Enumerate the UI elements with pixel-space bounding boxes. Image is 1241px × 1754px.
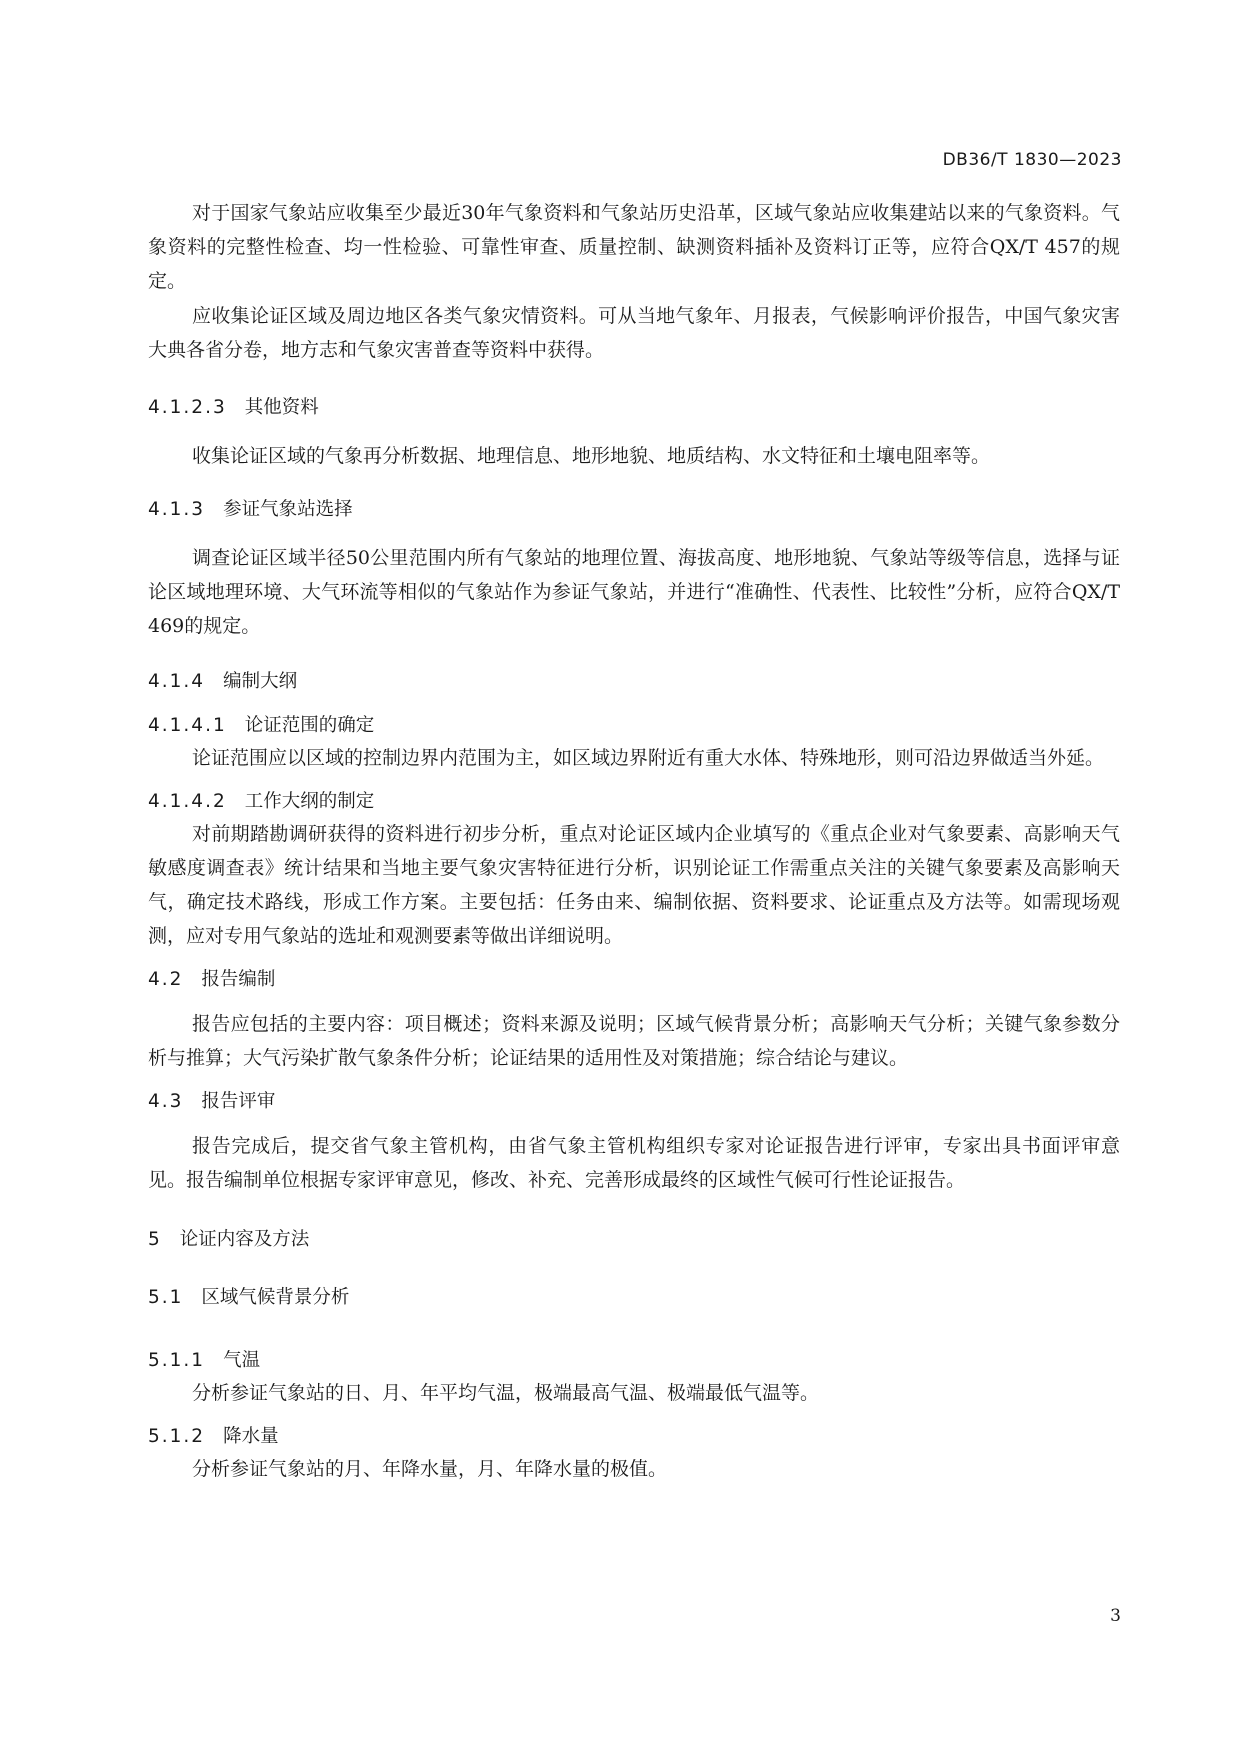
section-title: 参证气象站选择 xyxy=(223,499,353,520)
section-number: 4.1.2.3 xyxy=(148,397,227,418)
section-number: 5.1.2 xyxy=(148,1426,206,1447)
section-number: 5 xyxy=(148,1229,162,1250)
paragraph-meteorological-data: 对于国家气象站应收集至少最近30年气象资料和气象站历史沿革，区域气象站应收集建站以来的气象资料。气象资料的完整性检查、均一性检验、可靠性审查、质量控制、缺测资料插补及资料订正等，应符合QX/T 457的规定。 xyxy=(148,202,1120,292)
section-heading-4-2 xyxy=(148,965,1120,995)
section-heading-5-1 xyxy=(148,1283,1120,1313)
paragraph-work-outline: 对前期踏勘调研获得的资料进行初步分析，重点对论证区域内企业填写的《重点企业对气象要素、高影响天气敏感度调查表》统计结果和当地主要气象灾害特征进行分析，识别论证工作需重点关注的关键气象要素及高影响天气，确定技术路线，形成工作方案。主要包括：任务由来、编制依据、资料要求、论证重点及方法等。如需现场观测，应对专用气象站的选址和观测要素等做出详细说明。 xyxy=(148,823,1120,947)
section-heading-4-1-4 xyxy=(148,667,1120,697)
section-number: 4.1.4.2 xyxy=(148,791,227,812)
section-title: 其他资料 xyxy=(244,397,319,418)
section-heading-4-1-4-1 xyxy=(148,711,1120,741)
section-heading-5-1-2 xyxy=(148,1422,1120,1452)
section-number: 4.3 xyxy=(148,1091,184,1112)
paragraph-reference-station: 调查论证区域半径50公里范围内所有气象站的地理位置、海拔高度、地形地貌、气象站等级等信息，选择与证论区域地理环境、大气环流等相似的气象站作为参证气象站，并进行“准确性、代表性、比较性”分析，应符合QX/T 469的规定。 xyxy=(148,547,1120,637)
paragraph-report-review: 报告完成后，提交省气象主管机构，由省气象主管机构组织专家对论证报告进行评审，专家出具书面评审意见。报告编制单位根据专家评审意见，修改、补充、完善形成最终的区域性气候可行性论证报告。 xyxy=(148,1135,1120,1191)
section-heading-4-1-2-3 xyxy=(148,393,1120,423)
paragraph-scope: 论证范围应以区域的控制边界内范围为主，如区域边界附近有重大水体、特殊地形，则可沿边界做适当外延。 xyxy=(192,747,1105,769)
paragraph-disaster-data: 应收集论证区域及周边地区各类气象灾情资料。可从当地气象年、月报表，气候影响评价报告，中国气象灾害大典各省分卷，地方志和气象灾害普查等资料中获得。 xyxy=(148,305,1120,361)
section-title: 报告评审 xyxy=(201,1091,276,1112)
document-code-header: DB36/T 1830—2023 xyxy=(942,150,1122,170)
section-number: 4.1.4 xyxy=(148,671,206,692)
section-number: 5.1.1 xyxy=(148,1350,206,1371)
section-title: 气温 xyxy=(223,1350,261,1371)
paragraph-report-contents: 报告应包括的主要内容：项目概述；资料来源及说明；区域气候背景分析；高影响天气分析；关键气象参数分析与推算；大气污染扩散气象条件分析；论证结果的适用性及对策措施；综合结论与建议。 xyxy=(148,1013,1120,1069)
paragraph-temperature: 分析参证气象站的日、月、年平均气温，极端最高气温、极端最低气温等。 xyxy=(192,1382,820,1404)
paragraph-precipitation: 分析参证气象站的月、年降水量，月、年降水量的极值。 xyxy=(192,1458,668,1480)
paragraph-other-data: 收集论证区域的气象再分析数据、地理信息、地形地貌、地质结构、水文特征和土壤电阻率等。 xyxy=(192,445,991,467)
section-title: 区域气候背景分析 xyxy=(201,1287,350,1308)
page-body xyxy=(148,196,1120,1486)
section-title: 工作大纲的制定 xyxy=(244,791,375,812)
section-number: 4.1.3 xyxy=(148,499,206,520)
section-number: 4.1.4.1 xyxy=(148,715,227,736)
section-title: 论证范围的确定 xyxy=(244,715,375,736)
section-title: 编制大纲 xyxy=(223,671,298,692)
section-heading-5 xyxy=(148,1225,1120,1255)
section-title: 降水量 xyxy=(223,1426,279,1447)
section-title: 论证内容及方法 xyxy=(179,1229,310,1250)
page-number: 3 xyxy=(1110,1606,1121,1626)
section-number: 5.1 xyxy=(148,1287,184,1308)
section-heading-5-1-1 xyxy=(148,1346,1120,1376)
section-heading-4-1-3 xyxy=(148,495,1120,525)
section-heading-4-3 xyxy=(148,1087,1120,1117)
section-heading-4-1-4-2 xyxy=(148,787,1120,817)
section-title: 报告编制 xyxy=(201,969,276,990)
section-number: 4.2 xyxy=(148,969,184,990)
